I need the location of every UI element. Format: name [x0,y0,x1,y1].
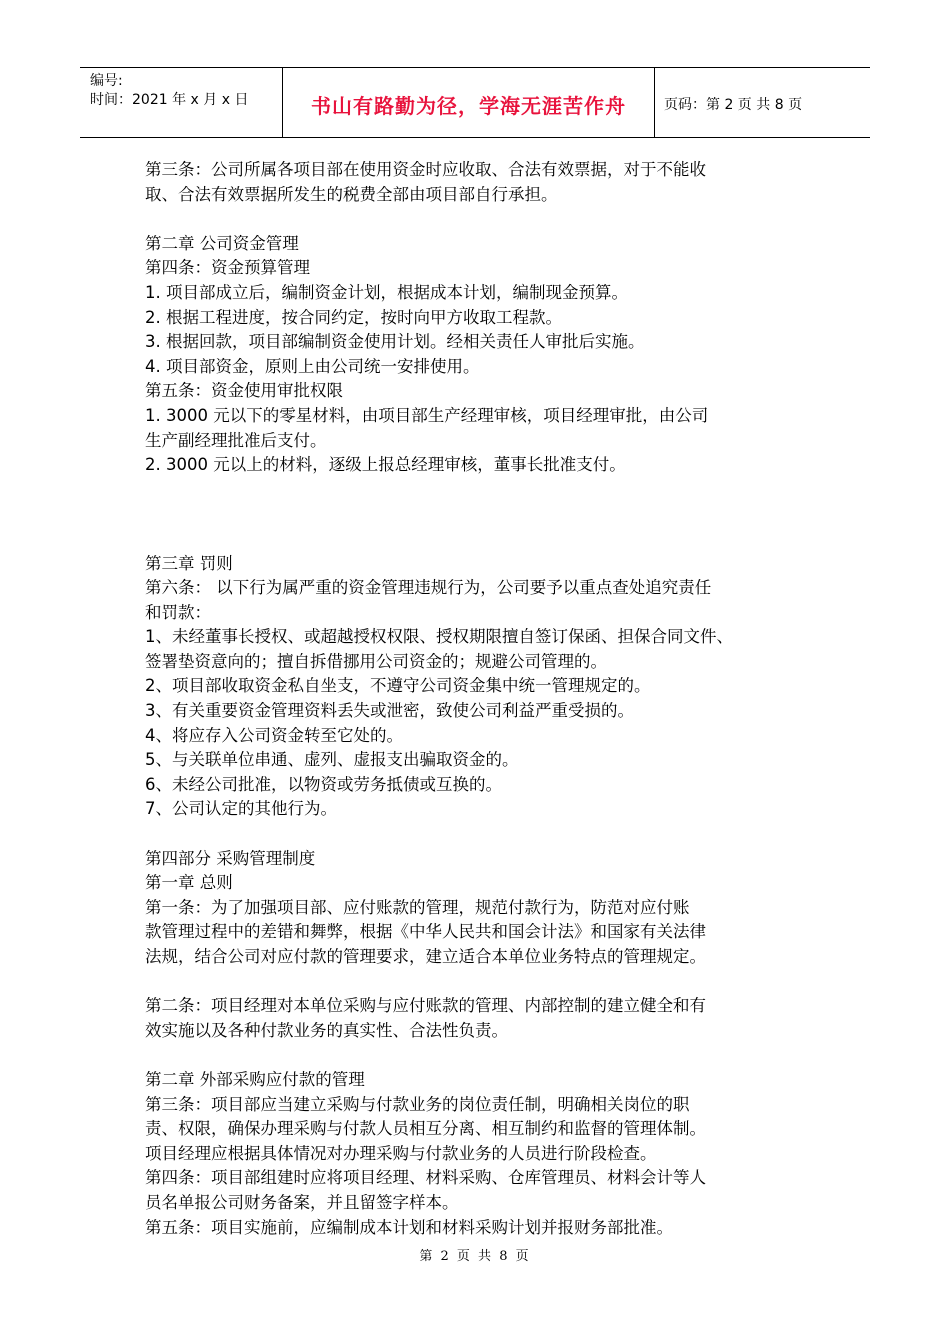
body-line: 第四部分 采购管理制度 [145,848,316,868]
page-footer: 第 2 页 共 8 页 [419,1249,531,1264]
body-line: 第二条：项目经理对本单位采购与应付账款的管理、内部控制的建立健全和有 [145,996,706,1016]
body-line: 2. 3000 元以上的材料，逐级上报总经理审核，董事长批准支付。 [145,455,626,475]
body-line: 第一条：为了加强项目部、应付账款的管理，规范付款行为，防范对应付账 [145,897,690,917]
body-line: 第二章 外部采购应付款的管理 [145,1069,365,1089]
body-line: 1. 3000 元以下的零星材料，由项目部生产经理审核，项目经理审批，由公司 [145,405,709,425]
body-line: 和罚款： [145,602,211,622]
body-line: 7、公司认定的其他行为。 [145,799,337,819]
body-line: 第五条：资金使用审批权限 [145,381,343,401]
body-line: 1、未经董事长授权、或超越授权权限、授权期限擅自签订保函、担保合同文件、 [145,627,733,647]
header-divider [654,68,655,137]
header-page-info: 页码：第 2 页 共 8 页 [664,97,803,113]
body-line: 签署垫资意向的；擅自拆借挪用公司资金的；规避公司管理的。 [145,651,607,671]
body-line: 生产副经理批准后支付。 [145,430,327,450]
body-line: 4. 项目部资金，原则上由公司统一安排使用。 [145,356,480,376]
body-line: 3、有关重要资金管理资料丢失或泄密，致使公司利益严重受损的。 [145,701,634,721]
body-line: 第三条：项目部应当建立采购与付款业务的岗位责任制，明确相关岗位的职 [145,1094,690,1114]
body-line: 取、合法有效票据所发生的税费全部由项目部自行承担。 [145,184,558,204]
body-line: 员名单报公司财务备案，并且留签字样本。 [145,1192,459,1212]
body-line: 第三章 罚则 [145,553,233,573]
body-line: 6、未经公司批准，以物资或劳务抵债或互换的。 [145,774,502,794]
body-line: 2. 根据工程进度，按合同约定，按时向甲方收取工程款。 [145,307,562,327]
body-line: 第五条：项目实施前，应编制成本计划和材料采购计划并报财务部批准。 [145,1217,673,1237]
header-motto: 书山有路勤为径，学海无涯苦作舟 [311,94,626,118]
body-line: 项目经理应根据具体情况对办理采购与付款业务的人员进行阶段检查。 [145,1143,657,1163]
body-line [145,207,815,232]
body-line: 款管理过程中的差错和舞弊，根据《中华人民共和国会计法》和国家有关法律 [145,922,706,942]
document-body [145,158,815,1240]
body-line: 第四条：资金预算管理 [145,258,310,278]
body-line [145,970,815,995]
body-line: 效实施以及各种付款业务的真实性、合法性负责。 [145,1020,508,1040]
body-line: 第六条： 以下行为属严重的资金管理违规行为，公司要予以重点查处追究责任 [145,578,712,598]
body-line: 第二章 公司资金管理 [145,233,299,253]
body-line [145,527,815,552]
document-number-label: 编号: [90,73,123,89]
body-line [145,502,815,527]
body-line: 3. 根据回款，项目部编制资金使用计划。经相关责任人审批后实施。 [145,332,645,352]
body-line [145,1043,815,1068]
body-line: 1. 项目部成立后，编制资金计划，根据成本计划，编制现金预算。 [145,282,628,302]
body-line: 责、权限，确保办理采购与付款人员相互分离、相互制约和监督的管理体制。 [145,1119,706,1139]
body-line: 第三条：公司所属各项目部在使用资金时应收取、合法有效票据，对于不能收 [145,160,706,179]
body-line [145,478,815,503]
body-line: 第一章 总则 [145,873,233,893]
body-line: 第四条：项目部组建时应将项目经理、材料采购、仓库管理员、材料会计等人 [145,1168,706,1188]
body-line: 4、将应存入公司资金转至它处的。 [145,725,403,745]
document-time-label: 时间：2021 年 x 月 x 日 [90,92,249,108]
body-line: 5、与关联单位串通、虚列、虚报支出骗取资金的。 [145,750,519,770]
page-header [80,67,870,138]
body-line: 法规，结合公司对应付款的管理要求，建立适合本单位业务特点的管理规定。 [145,947,706,966]
body-line: 2、项目部收取资金私自坐支，不遵守公司资金集中统一管理规定的。 [145,676,651,696]
body-line [145,822,815,847]
